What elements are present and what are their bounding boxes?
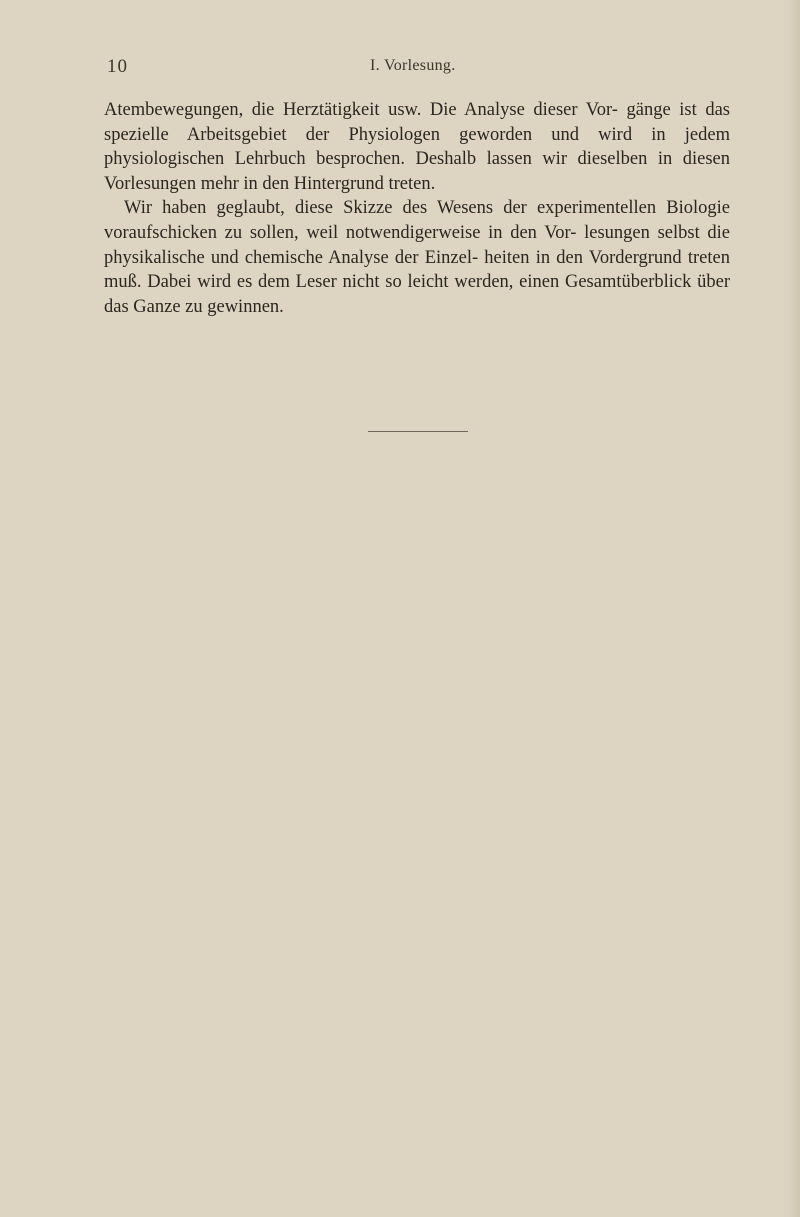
running-title: I. Vorlesung. — [370, 57, 456, 74]
paragraph-1: Atembewegungen, die Herztätigkeit usw. Die Analyse dieser Vor- gänge ist das spezielle Arbeitsgebiet der Physiologen geworden und wird in jedem physiologischen Lehrbuch besprochen. Deshalb lassen wir dieselben in diesen Vorlesungen mehr in den Hintergrund treten. — [104, 100, 730, 194]
page-header — [107, 56, 727, 82]
page-number: 10 — [107, 56, 128, 77]
page-edge-shadow — [786, 0, 800, 1217]
paragraph-2: Wir haben geglaubt, diese Skizze des Wesens der experimentellen Biologie voraufschicken zu sollen, weil notwendigerweise in den Vor- lesungen selbst die physikalische und chemische Analyse der Einzel- heiten in den Vordergrund treten muß. Dabei wird es dem Leser nicht so leicht werden, einen Gesamtüberblick über das Ganze zu gewinnen. — [104, 198, 730, 317]
body-text — [104, 98, 730, 319]
section-separator — [368, 431, 468, 432]
